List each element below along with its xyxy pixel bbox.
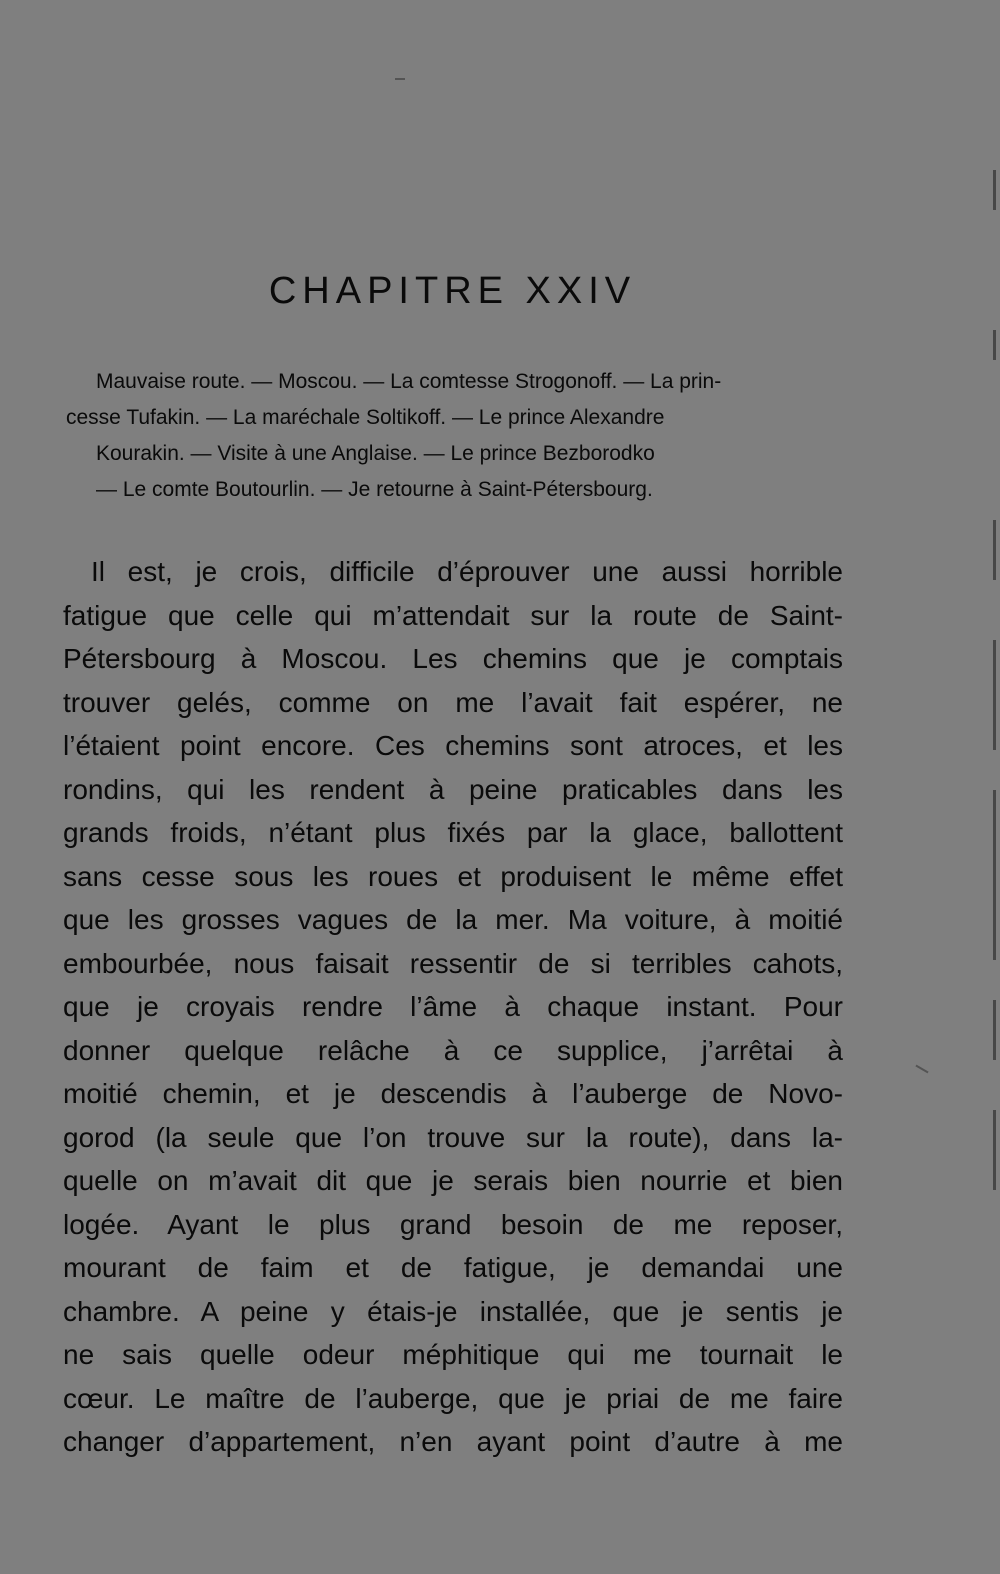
scan-speck <box>395 78 405 80</box>
body-line: donner quelque relâche à ce supplice, j’arrêtai à <box>63 1034 843 1066</box>
body-line: que les grosses vagues de la mer. Ma voiture, à moitié <box>63 904 843 935</box>
scan-edge-mark <box>993 640 996 750</box>
body-line: embourbée, nous faisait ressentir de si terribles cahots, <box>63 947 843 979</box>
body-paragraph <box>63 550 843 1464</box>
summary-line: Kourakin. — Visite à une Anglaise. — Le prince Bezborodko <box>96 442 655 465</box>
body-line: cœur. Le maître de l’auberge, que je priai de me faire <box>63 1382 843 1414</box>
body-line: mourant de faim et de fatigue, je demandai une <box>63 1252 843 1283</box>
body-line: Il est, je crois, difficile d’éprouver une aussi horrible <box>91 556 843 587</box>
body-line: fatigue que celle qui m’attendait sur la route de Saint- <box>63 599 843 631</box>
chapter-summary <box>66 364 846 508</box>
body-line: trouver gelés, comme on me l’avait fait espérer, ne <box>63 686 843 718</box>
body-line: changer d’appartement, n’en ayant point d’autre à me <box>63 1426 843 1457</box>
scan-edge-mark <box>993 520 996 580</box>
chapter-title: CHAPITRE XXIV <box>268 270 637 312</box>
body-line: chambre. A peine y étais-je installée, que je sentis je <box>63 1295 843 1327</box>
summary-line: — Le comte Boutourlin. — Je retourne à Saint-Pétersbourg. <box>96 478 653 501</box>
body-line: ne sais quelle odeur méphitique qui me tournait le <box>63 1339 843 1370</box>
scan-speck <box>915 1065 928 1074</box>
scan-edge-mark <box>993 170 996 210</box>
body-line: gorod (la seule que l’on trouve sur la route), dans la- <box>63 1121 843 1153</box>
summary-line: cesse Tufakin. — La maréchale Soltikoff. — Le prince Alexandre <box>66 406 665 429</box>
body-line: que je croyais rendre l’âme à chaque instant. Pour <box>63 991 843 1022</box>
scan-edge-mark <box>993 1000 996 1060</box>
body-line: sans cesse sous les roues et produisent le même effet <box>63 860 843 892</box>
body-line: quelle on m’avait dit que je serais bien nourrie et bien <box>63 1165 843 1196</box>
body-line: l’étaient point encore. Ces chemins sont atroces, et les <box>63 730 843 761</box>
scan-edge-mark <box>993 330 996 360</box>
scan-edge-mark <box>993 1110 996 1190</box>
body-line: Pétersbourg à Moscou. Les chemins que je comptais <box>63 643 843 674</box>
body-line: moitié chemin, et je descendis à l’auberge de Novo- <box>63 1078 843 1109</box>
summary-line: Mauvaise route. — Moscou. — La comtesse Strogonoff. — La prin- <box>96 370 722 393</box>
body-line: logée. Ayant le plus grand besoin de me reposer, <box>63 1208 843 1240</box>
body-line: rondins, qui les rendent à peine praticables dans les <box>63 773 843 805</box>
scan-edge-mark <box>993 790 996 960</box>
body-line: grands froids, n’étant plus fixés par la glace, ballottent <box>63 817 843 848</box>
